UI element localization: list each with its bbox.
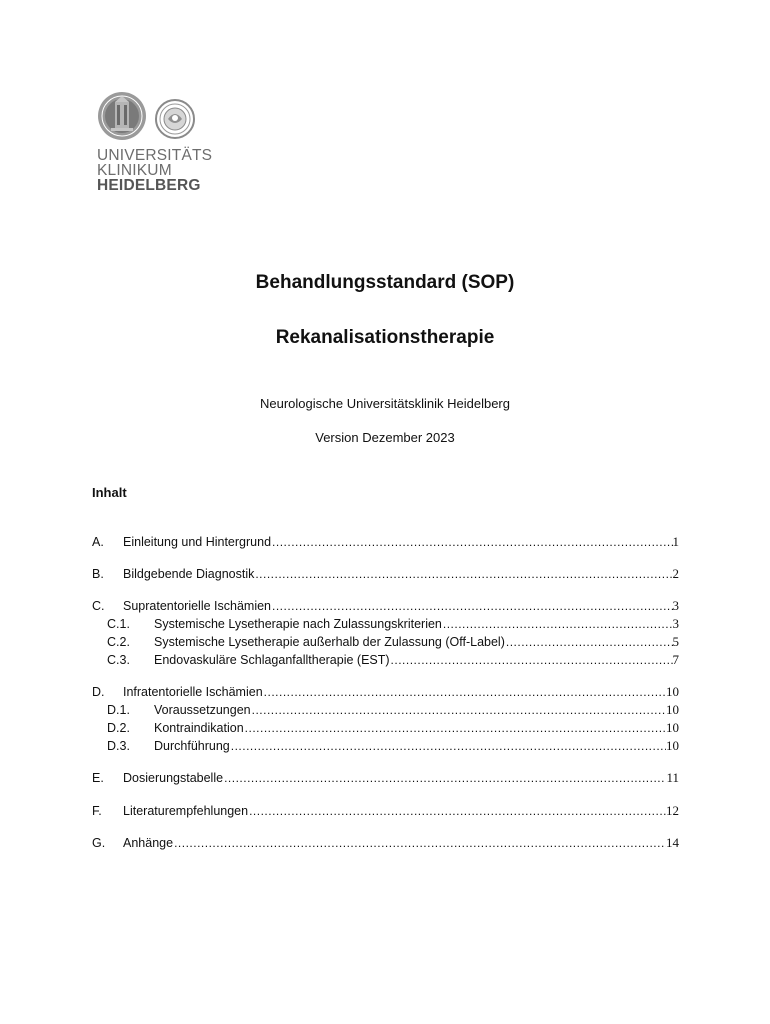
toc-page-number: 1 (672, 534, 679, 549)
seal-icon (97, 92, 197, 144)
toc-leader-dots (251, 702, 666, 718)
toc-page-number: 11 (666, 770, 679, 785)
toc-entry-c3[interactable] (92, 650, 679, 668)
university-logo (97, 92, 227, 198)
toc-title: Bildgebende Diagnostik (123, 567, 255, 581)
toc-leader-dots (271, 534, 672, 550)
toc-title: Durchführung (154, 739, 230, 753)
toc-title: Literaturempfehlungen (123, 804, 249, 818)
toc-leader-dots (248, 803, 666, 819)
toc-entry-e[interactable] (92, 768, 679, 786)
toc-entry-c1[interactable] (92, 614, 679, 632)
toc-entry-c2[interactable] (92, 632, 679, 650)
toc-title: Endovaskuläre Schlaganfalltherapie (EST) (154, 653, 390, 667)
logo-line-2: KLINIKUM (97, 162, 172, 179)
toc-page-number: 12 (666, 803, 679, 818)
toc-page-number: 3 (672, 598, 679, 613)
toc-leader-dots (230, 738, 666, 754)
institution-name: Neurologische Universitätsklinik Heidelberg (259, 396, 510, 411)
toc-number: D. (92, 685, 105, 699)
toc-entry-d3[interactable] (92, 736, 679, 754)
toc-entry-d2[interactable] (92, 718, 679, 736)
toc-title: Systemische Lysetherapie außerhalb der Zulassung (Off-Label) (154, 635, 505, 649)
toc-number: D.3. (107, 739, 130, 753)
toc-leader-dots (263, 684, 666, 700)
toc-leader-dots (271, 598, 673, 614)
toc-title: Systemische Lysetherapie nach Zulassungskriterien (154, 617, 442, 631)
toc-number: C.2. (107, 635, 130, 649)
toc-number: C. (92, 599, 105, 613)
toc-number: F. (92, 804, 102, 818)
toc-heading: Inhalt (92, 485, 127, 500)
toc-title: Kontraindikation (154, 721, 244, 735)
toc-title: Dosierungstabelle (123, 771, 224, 785)
toc-entry-g[interactable] (92, 833, 679, 851)
toc-page-number: 10 (666, 702, 679, 717)
toc-page-number: 5 (672, 634, 679, 649)
toc-page-number: 10 (666, 738, 679, 753)
toc-page-number: 3 (672, 616, 679, 631)
toc-leader-dots (223, 770, 666, 786)
toc-page-number: 14 (666, 835, 679, 850)
toc-leader-dots (173, 835, 666, 851)
toc-entry-d1[interactable] (92, 700, 679, 718)
logo-line-1: UNIVERSITÄTS (97, 147, 213, 164)
toc-title: Einleitung und Hintergrund (123, 535, 272, 549)
toc-entry-c[interactable] (92, 596, 679, 614)
toc-page-number: 7 (672, 652, 679, 667)
toc-title: Anhänge (123, 836, 174, 850)
toc-page-number: 10 (666, 684, 679, 699)
toc-entry-d[interactable] (92, 682, 679, 700)
toc-title: Voraussetzungen (154, 703, 251, 717)
toc-number: B. (92, 567, 104, 581)
toc-number: E. (92, 771, 104, 785)
toc-title: Supratentorielle Ischämien (123, 599, 271, 613)
toc-leader-dots (254, 566, 672, 582)
toc-number: C.1. (107, 617, 130, 631)
logo-line-3: HEIDELBERG (97, 177, 201, 194)
toc-number: G. (92, 836, 106, 850)
toc-page-number: 2 (672, 566, 679, 581)
document-title: Behandlungsstandard (SOP) (255, 272, 515, 293)
toc-number: D.1. (107, 703, 130, 717)
toc-leader-dots (244, 720, 666, 736)
toc-leader-dots (505, 634, 673, 650)
toc-entry-f[interactable] (92, 801, 679, 819)
toc-leader-dots (390, 652, 673, 668)
toc-number: C.3. (107, 653, 130, 667)
toc-number: A. (92, 535, 104, 549)
toc-entry-a[interactable] (92, 532, 679, 550)
toc-number: D.2. (107, 721, 130, 735)
document-subtitle: Rekanalisationstherapie (275, 327, 495, 348)
toc-page-number: 10 (666, 720, 679, 735)
document-version: Version Dezember 2023 (315, 430, 455, 445)
toc-title: Infratentorielle Ischämien (123, 685, 263, 699)
toc-leader-dots (442, 616, 673, 632)
toc-entry-b[interactable] (92, 564, 679, 582)
